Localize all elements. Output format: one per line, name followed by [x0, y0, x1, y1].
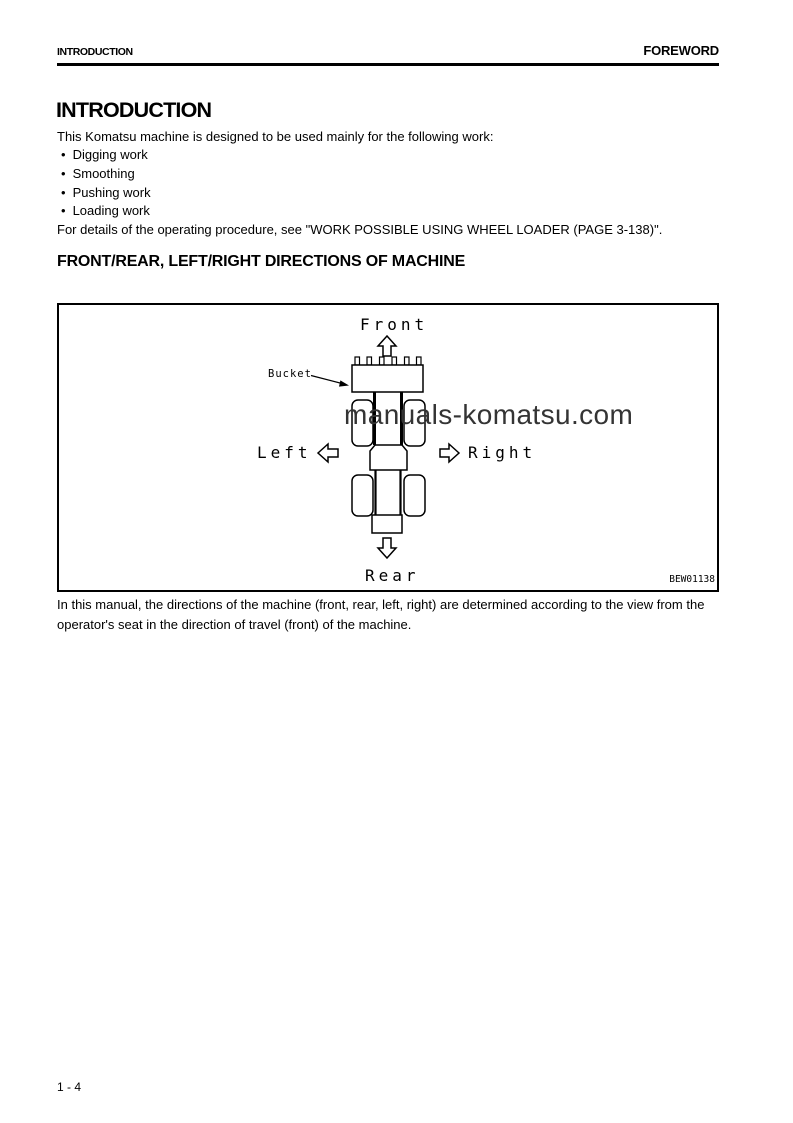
bullet-icon: •: [61, 203, 66, 219]
page-number: 1 - 4: [57, 1080, 82, 1094]
machine-direction-diagram: [59, 305, 717, 590]
directions-figure: [57, 303, 719, 592]
rear-wheel-left: [352, 475, 373, 516]
rear-frame: [372, 515, 402, 533]
header-rule: [57, 63, 719, 66]
list-item: [61, 184, 151, 203]
list-item-label: Loading work: [72, 203, 150, 219]
running-header: [57, 43, 719, 58]
running-header-right: FOREWORD: [643, 43, 719, 58]
rear-label: Rear: [365, 566, 420, 585]
list-item-label: Pushing work: [72, 184, 151, 200]
list-item: [61, 202, 151, 221]
work-list: [61, 146, 151, 221]
section-heading: FRONT/REAR, LEFT/RIGHT DIRECTIONS OF MACHINE: [57, 253, 466, 270]
intro-note: For details of the operating procedure, see "WORK POSSIBLE USING WHEEL LOADER (PAGE 3-138)".: [57, 222, 663, 237]
watermark: manuals-komatsu.com: [344, 399, 634, 430]
right-label: Right: [468, 443, 537, 462]
list-item-label: Digging work: [72, 147, 148, 162]
front-arrow-icon: [378, 336, 396, 356]
figure-caption: In this manual, the directions of the machine (front, rear, left, right) are determined according to the view from the operator's seat in the direction of travel (front) of the machine.: [57, 597, 705, 633]
bucket-leader-line: [311, 376, 342, 384]
bucket-shape: [352, 365, 423, 392]
bullet-icon: •: [61, 184, 66, 200]
bullet-icon: •: [61, 165, 66, 181]
intro-lead: This Komatsu machine is designed to be used mainly for the following work:: [57, 129, 494, 144]
bucket-leader-arrowhead: [339, 380, 349, 386]
bucket-teeth: [355, 357, 421, 365]
front-label: Front: [360, 315, 429, 334]
right-arrow-icon: [440, 444, 459, 462]
left-label: Left: [257, 443, 312, 462]
running-header-left: INTRODUCTION: [57, 46, 133, 58]
list-item: [61, 146, 151, 165]
rear-arrow-icon: [378, 538, 396, 558]
page-title: INTRODUCTION: [56, 98, 212, 122]
bucket-label: Bucket: [268, 368, 312, 380]
list-item-label: Smoothing: [72, 165, 135, 181]
list-item: [61, 165, 151, 184]
rear-wheel-right: [404, 475, 425, 516]
machine-body: [370, 445, 407, 470]
left-arrow-icon: [318, 444, 338, 462]
drawing-code: BEW01138: [669, 574, 715, 585]
bullet-icon: •: [61, 147, 66, 162]
